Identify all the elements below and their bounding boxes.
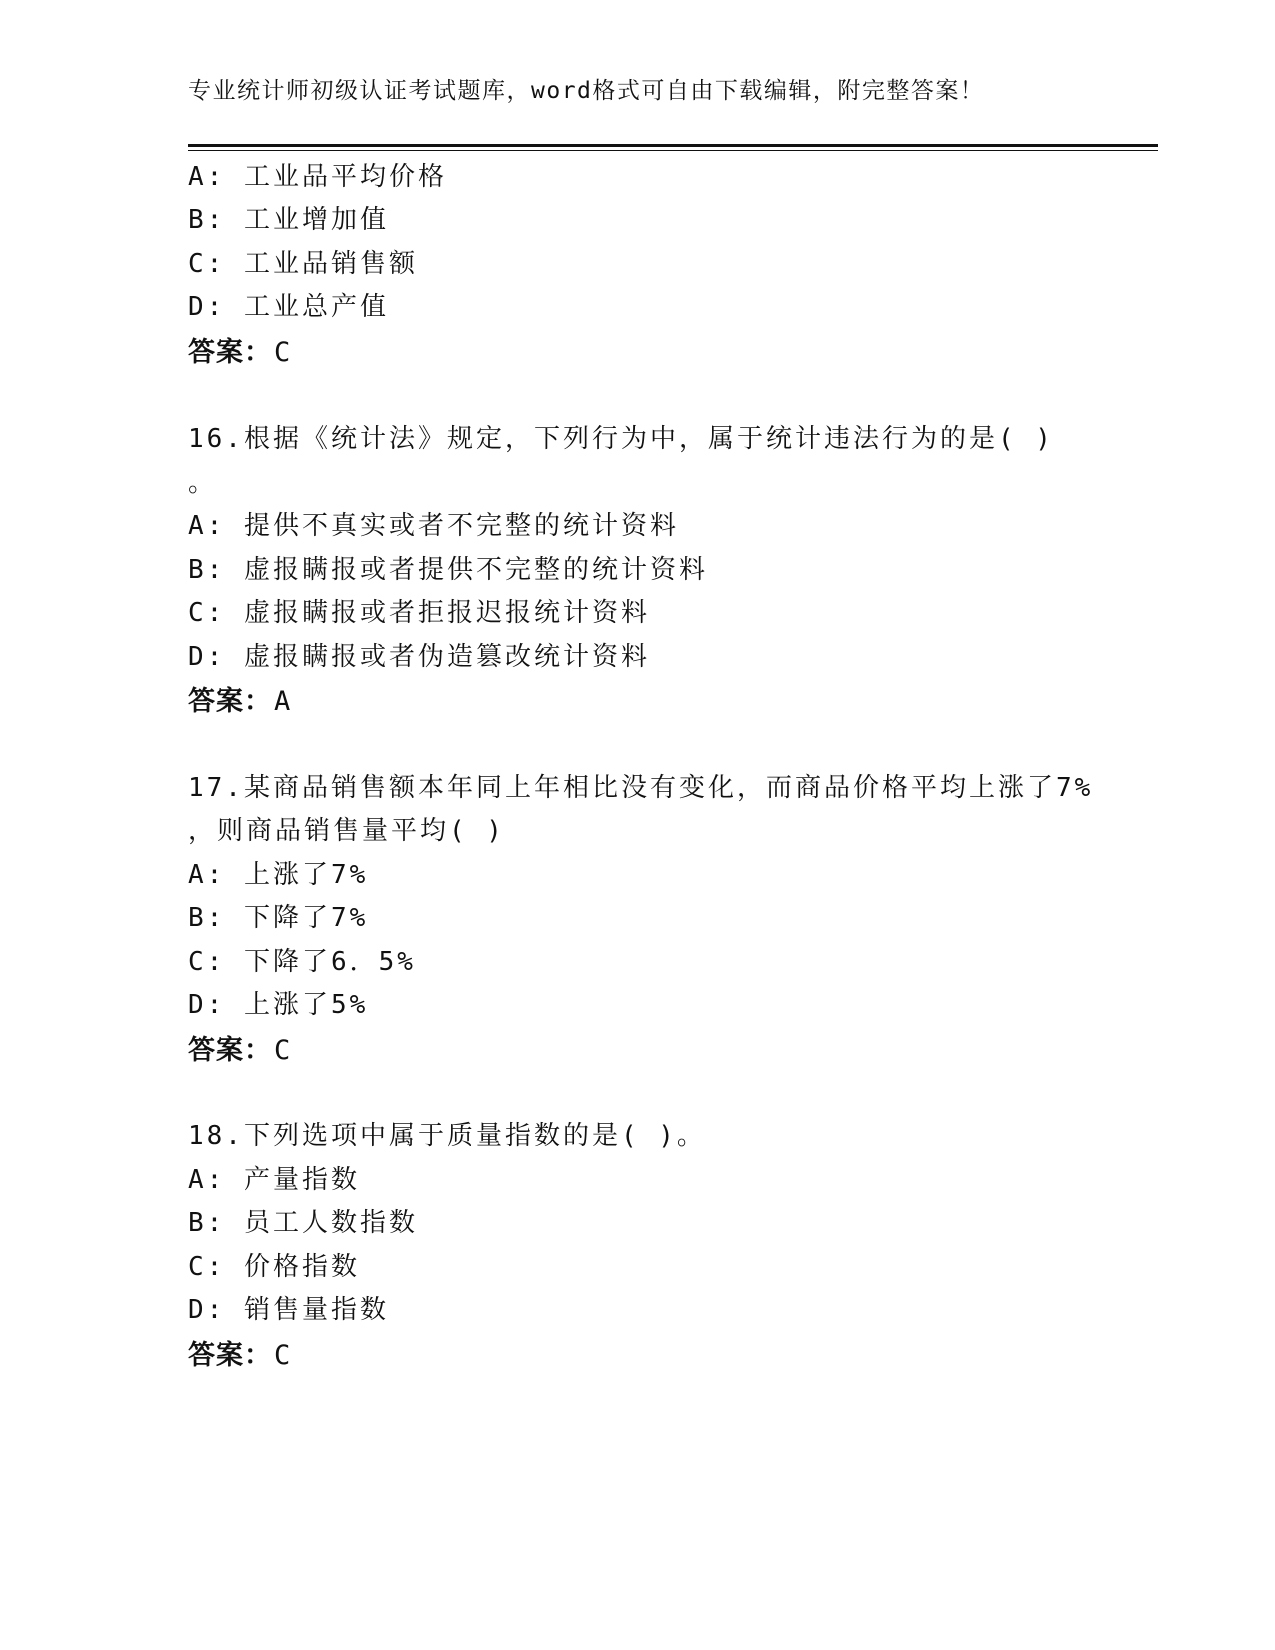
q16-option-d: D: 虚报瞒报或者伪造篡改统计资料 (188, 642, 650, 672)
q17-option-b: B: 下降了7% (188, 903, 369, 933)
q16-option-a: A: 提供不真实或者不完整的统计资料 (188, 511, 679, 541)
q17-option-d: D: 上涨了5% (188, 990, 369, 1020)
q18-stem-line1: 18.下列选项中属于质量指数的是( )。 (188, 1121, 706, 1151)
header-rule-thick (188, 144, 1158, 147)
answer-value: C (274, 337, 292, 368)
q17-stem-line2: ，则商品销售量平均( ) (188, 816, 505, 846)
q18-option-c: C: 价格指数 (188, 1252, 360, 1282)
q16-stem-line2: 。 (188, 468, 218, 498)
q18-option-d: D: 销售量指数 (188, 1295, 389, 1325)
q18-option-b: B: 员工人数指数 (188, 1208, 418, 1238)
q15-option-c: C: 工业品销售额 (188, 249, 418, 279)
q15-option-b: B: 工业增加值 (188, 205, 389, 235)
q15-option-a: A: 工业品平均价格 (188, 162, 447, 192)
q18-answer (188, 1333, 291, 1372)
q17-answer (188, 1028, 291, 1067)
q16-option-c: C: 虚报瞒报或者拒报迟报统计资料 (188, 598, 650, 628)
answer-value: A (274, 686, 292, 717)
q17-option-a: A: 上涨了7% (188, 860, 369, 890)
answer-value: C (274, 1035, 292, 1066)
q15-option-d: D: 工业总产值 (188, 292, 389, 322)
answer-label: 答案： (188, 1340, 272, 1371)
q16-stem-line1: 16.根据《统计法》规定，下列行为中，属于统计违法行为的是( ) (188, 424, 1054, 454)
q18-option-a: A: 产量指数 (188, 1165, 360, 1195)
header-rule-thin (188, 150, 1158, 151)
answer-value: C (274, 1340, 292, 1371)
q15-answer (188, 330, 291, 369)
answer-label: 答案： (188, 337, 272, 368)
answer-label: 答案： (188, 686, 272, 717)
q16-answer (188, 679, 291, 718)
page-header: 专业统计师初级认证考试题库，word格式可自由下载编辑，附完整答案！ (188, 78, 985, 104)
answer-label: 答案： (188, 1035, 272, 1066)
q17-option-c: C: 下降了6．5% (188, 947, 416, 977)
q17-stem-line1: 17.某商品销售额本年同上年相比没有变化，而商品价格平均上涨了7% (188, 773, 1094, 803)
q16-option-b: B: 虚报瞒报或者提供不完整的统计资料 (188, 555, 708, 585)
